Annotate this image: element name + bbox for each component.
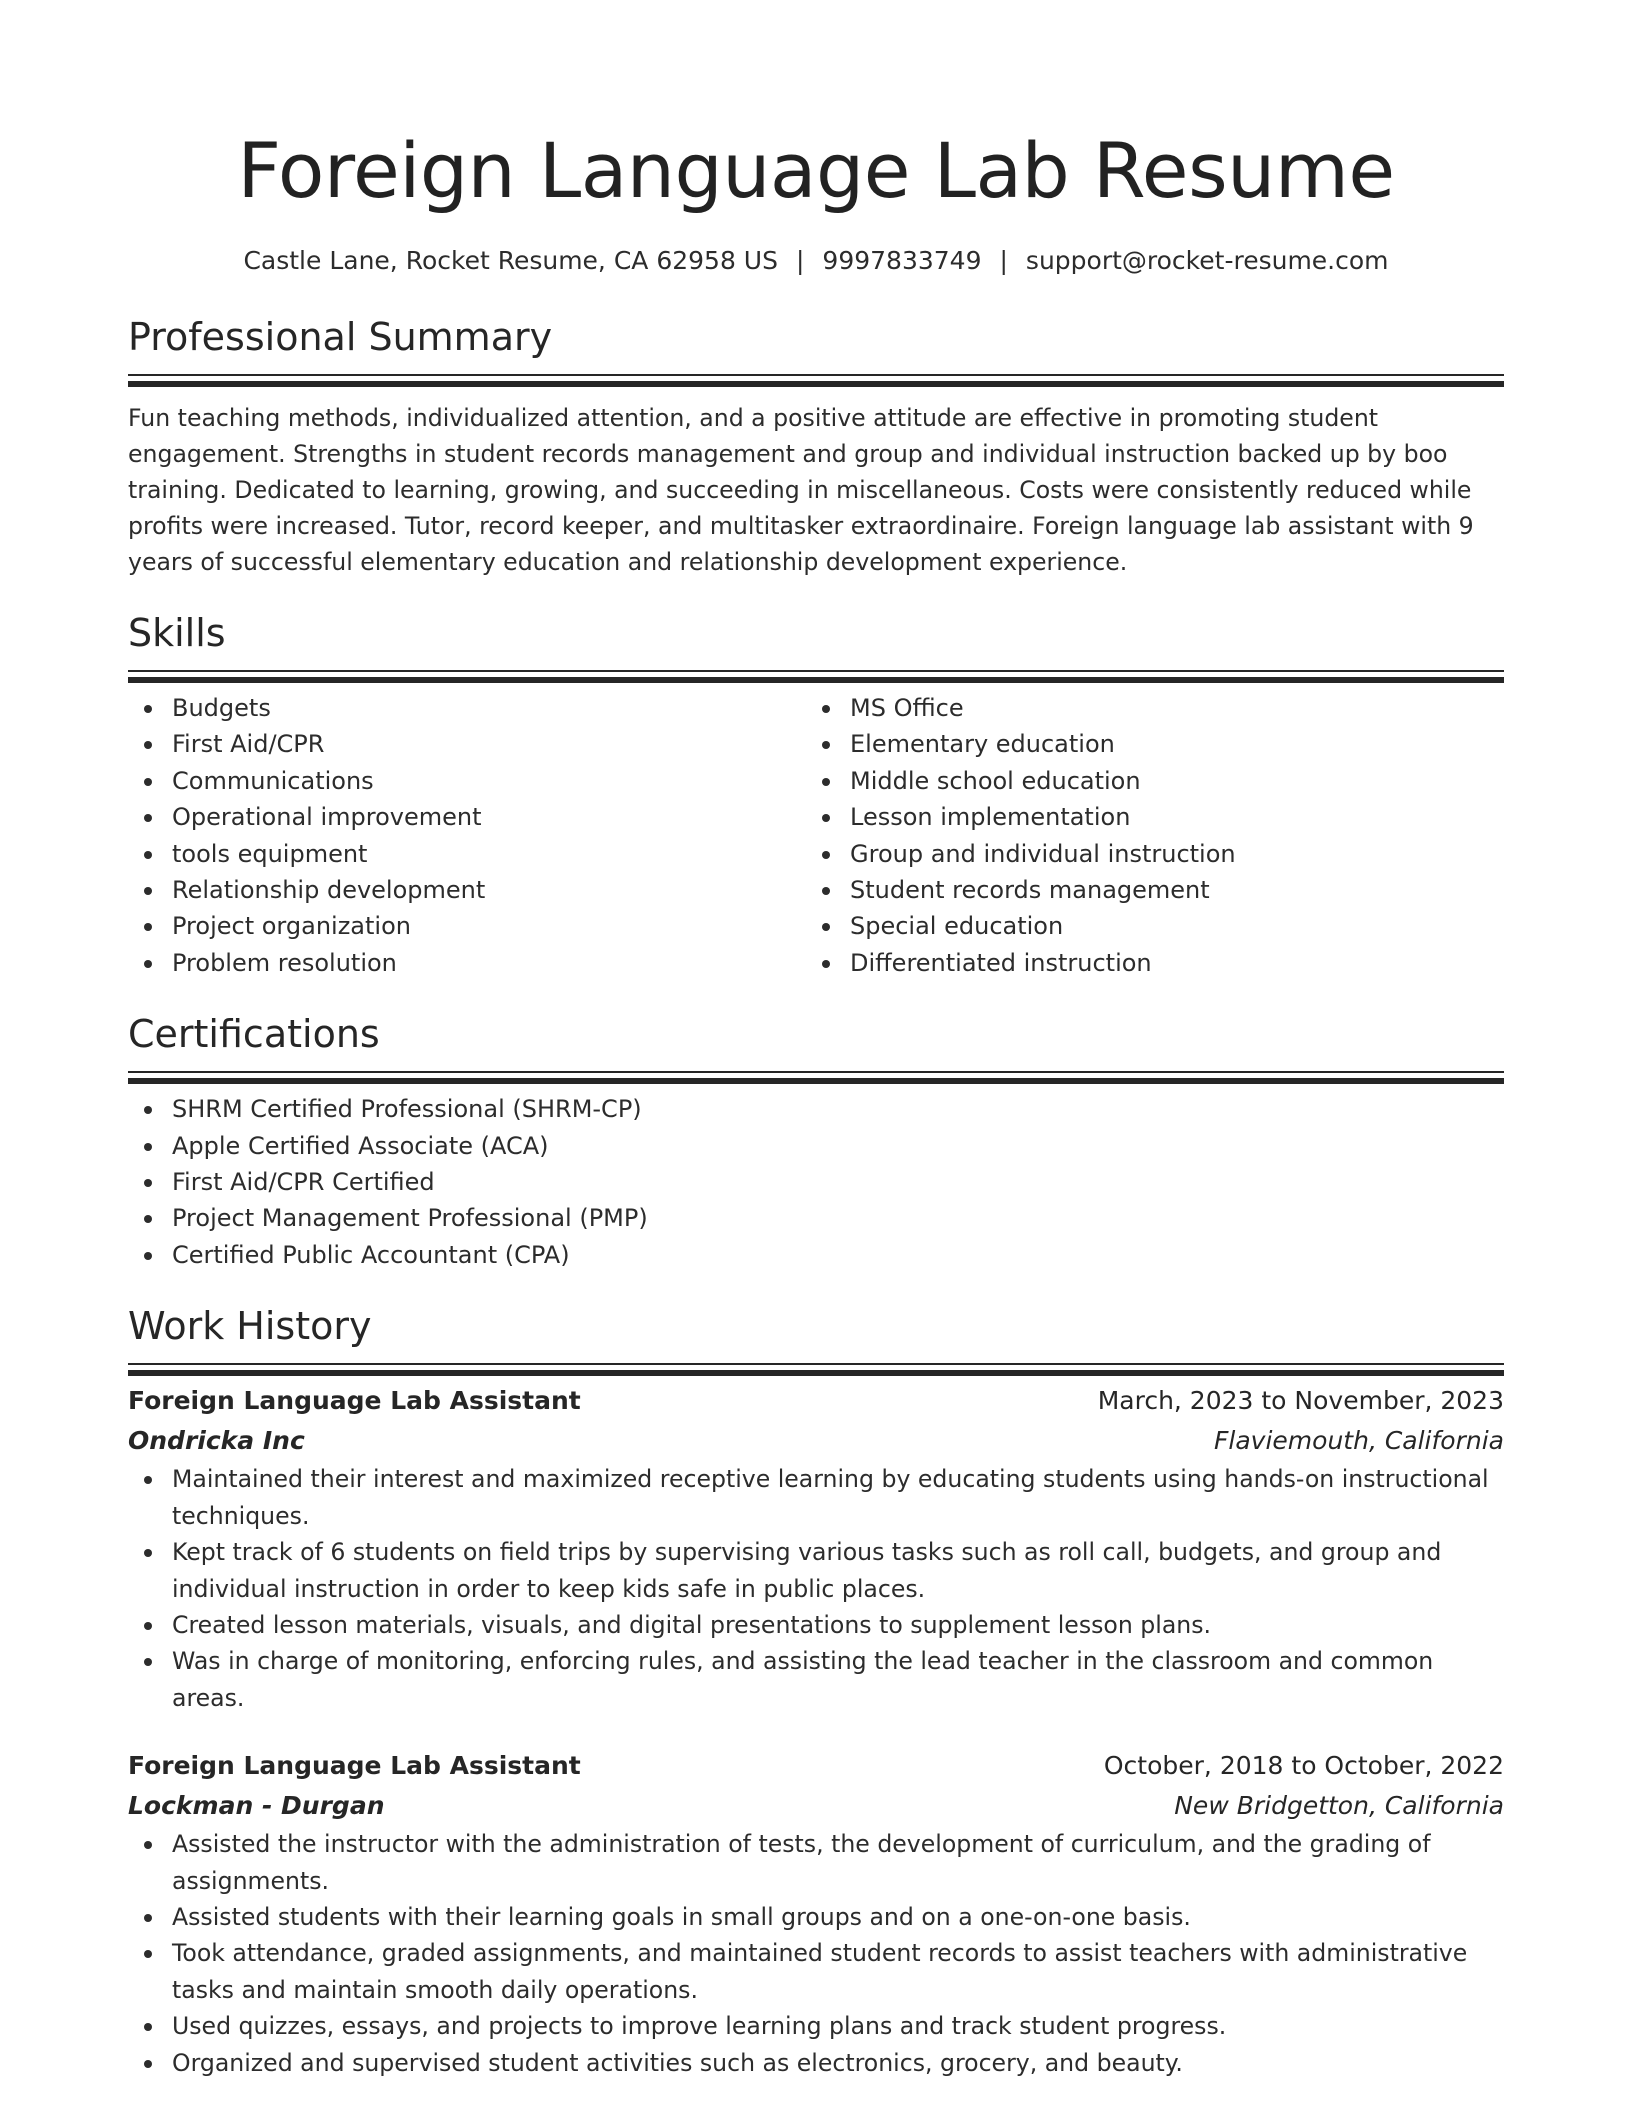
job-company: Ondricka Inc [128, 1426, 305, 1456]
skills-column-left [128, 690, 806, 981]
job-duty-item: Assisted the instructor with the administration of tests, the development of curriculum, and the grading of assignments. [128, 1826, 1504, 1899]
section-heading: Work History [128, 1304, 372, 1349]
job-location: New Bridgetton, California [1174, 1791, 1504, 1821]
skill-item: Differentiated instruction [806, 945, 1484, 981]
skill-item: Problem resolution [128, 945, 806, 981]
section-divider [128, 1363, 1504, 1365]
job-title: Foreign Language Lab Assistant [128, 1751, 581, 1781]
certification-item: Certified Public Accountant (CPA) [128, 1237, 1504, 1273]
skills-columns [128, 690, 1504, 981]
skill-item: tools equipment [128, 836, 806, 872]
skill-item: Student records management [806, 872, 1484, 908]
job-location: Flaviemouth, California [1214, 1426, 1504, 1456]
certification-item: SHRM Certified Professional (SHRM-CP) [128, 1091, 1504, 1127]
certification-item: Apple Certified Associate (ACA) [128, 1128, 1504, 1164]
section-divider [128, 374, 1504, 376]
job-duty-item: Organized and supervised student activities such as electronics, grocery, and beauty. [128, 2045, 1504, 2081]
resume-title: Foreign Language Lab Resume [237, 126, 1395, 215]
skill-item: Relationship development [128, 872, 806, 908]
skill-item: Operational improvement [128, 799, 806, 835]
skill-item: Project organization [128, 908, 806, 944]
section-divider [128, 1071, 1504, 1073]
job-dates: October, 2018 to October, 2022 [1103, 1751, 1504, 1781]
skill-item: Middle school education [806, 763, 1484, 799]
job-duties-list [128, 1826, 1504, 2081]
skill-item: Lesson implementation [806, 799, 1484, 835]
skill-item: First Aid/CPR [128, 726, 806, 762]
certifications-list [128, 1091, 1504, 1273]
skill-item: Communications [128, 763, 806, 799]
job-duty-item: Assisted students with their learning goals in small groups and on a one-on-one basis. [128, 1899, 1504, 1935]
job-duty-item: Created lesson materials, visuals, and digital presentations to supplement lesson plans. [128, 1607, 1504, 1643]
skill-item: Budgets [128, 690, 806, 726]
job-duty-item: Maintained their interest and maximized receptive learning by educating students using hands-on instructional techniques. [128, 1461, 1504, 1534]
job-duties-list [128, 1461, 1504, 1716]
skill-item: Special education [806, 908, 1484, 944]
contact-separator: | [999, 246, 1008, 275]
certifications-section [128, 1009, 1504, 1273]
skill-item: MS Office [806, 690, 1484, 726]
job-duty-item: Used quizzes, essays, and projects to improve learning plans and track student progress. [128, 2008, 1504, 2044]
job-company: Lockman - Durgan [128, 1791, 385, 1821]
contact-email: support@rocket-resume.com [1025, 246, 1389, 275]
section-heading: Professional Summary [128, 315, 553, 359]
job-title: Foreign Language Lab Assistant [128, 1386, 581, 1416]
summary-text: Fun teaching methods, individualized attention, and a positive attitude are effective in promoting student engagement. Strengths in student records management and group and individual instruction backed up by boo training. Dedicated to learning, growing, and succeeding in miscellaneous. Costs were consistently reduced while profits were increased. Tutor, record keeper, and multitasker extraordinaire. Foreign language lab assistant with 9 years of successful elementary education and relationship development experience. [128, 404, 1474, 576]
contact-phone: 9997833749 [822, 246, 982, 275]
summary-section [128, 312, 1504, 580]
skills-column-right [806, 690, 1484, 981]
certification-item: Project Management Professional (PMP) [128, 1200, 1504, 1236]
job-duty-item: Kept track of 6 students on field trips by supervising various tasks such as roll call, budgets, and group and individual instruction in order to keep kids safe in public places. [128, 1534, 1504, 1607]
contact-address: Castle Lane, Rocket Resume, CA 62958 US [243, 246, 778, 275]
skill-item: Group and individual instruction [806, 836, 1484, 872]
contact-line [128, 244, 1504, 278]
skills-section [128, 608, 1504, 981]
job-dates: March, 2023 to November, 2023 [1097, 1386, 1504, 1416]
work-history-section [128, 1301, 1504, 2081]
skill-item: Elementary education [806, 726, 1484, 762]
job-duty-item: Took attendance, graded assignments, and maintained student records to assist teachers with administrative tasks and maintain smooth daily operations. [128, 1935, 1504, 2008]
section-heading: Skills [128, 611, 226, 655]
resume-page [128, 0, 1504, 2081]
section-divider [128, 670, 1504, 672]
job-entry [128, 1746, 1504, 2081]
section-heading: Certifications [128, 1012, 380, 1057]
certification-item: First Aid/CPR Certified [128, 1164, 1504, 1200]
contact-separator: | [795, 246, 805, 275]
job-entry [128, 1381, 1504, 1716]
job-duty-item: Was in charge of monitoring, enforcing rules, and assisting the lead teacher in the classroom and common areas. [128, 1643, 1504, 1716]
